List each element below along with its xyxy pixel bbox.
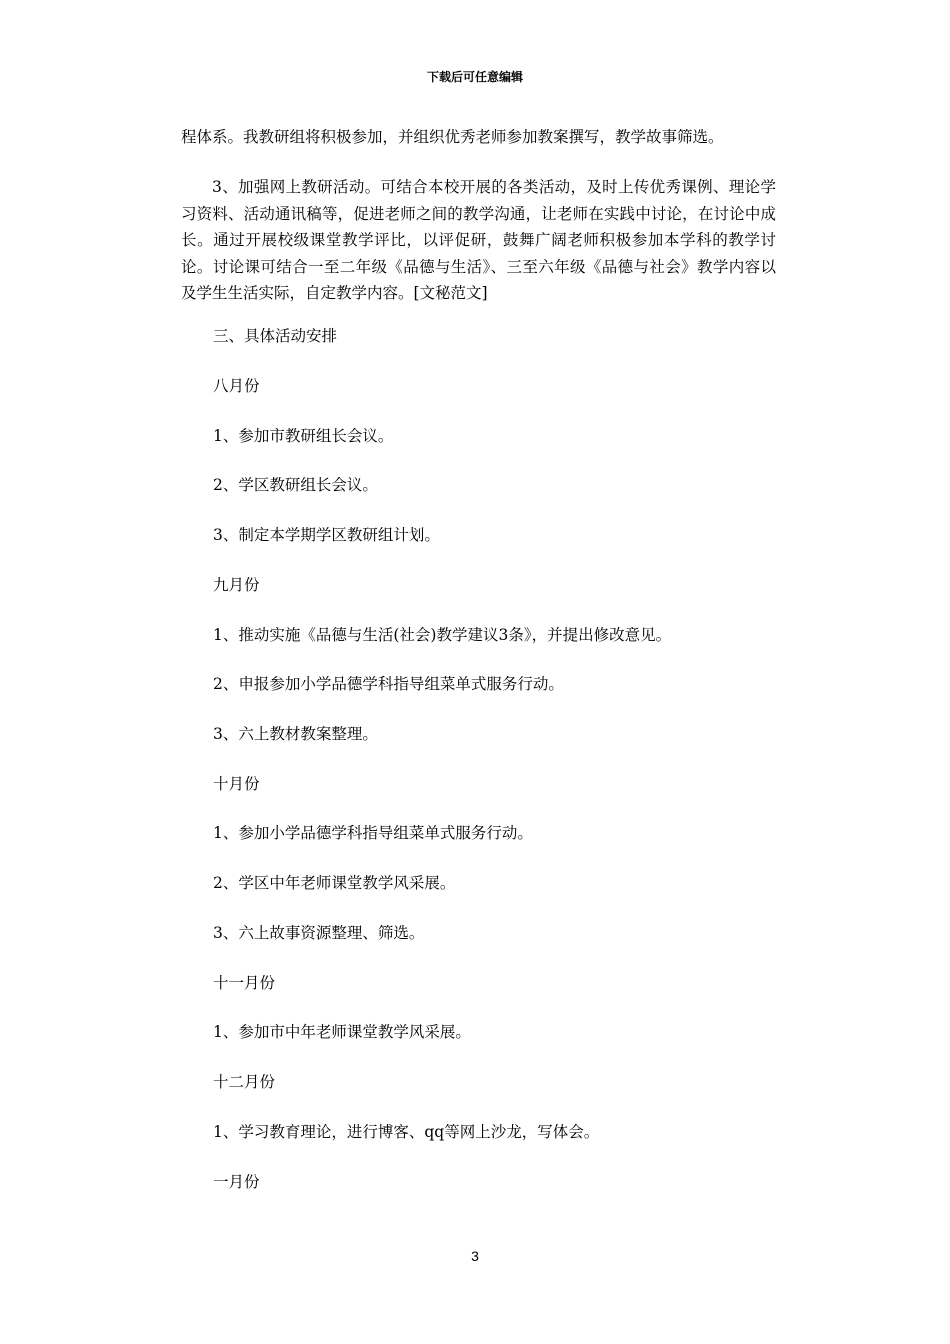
month-heading-october: 十月份	[213, 775, 260, 793]
list-item: 3、六上教材教案整理。	[213, 725, 378, 743]
paragraph-continuation: 程体系。我教研组将积极参加，并组织优秀老师参加教案撰写，教学故事筛选。	[181, 128, 724, 146]
month-heading-january: 一月份	[213, 1173, 260, 1191]
page-number: 3	[471, 1248, 479, 1264]
month-heading-august: 八月份	[213, 377, 260, 395]
month-heading-november: 十一月份	[213, 974, 276, 992]
list-item: 1、参加市中年老师课堂教学风采展。	[213, 1023, 471, 1041]
list-item: 2、学区中年老师课堂教学风采展。	[213, 874, 456, 892]
list-item: 2、申报参加小学品德学科指导组菜单式服务行动。	[213, 675, 564, 693]
paragraph-item-3: 3、加强网上教研活动。可结合本校开展的各类活动，及时上传优秀课例、理论学习资料、活动通讯稿等，促进老师之间的教学沟通，让老师在实践中讨论，在讨论中成长。通过开展校级课堂教学评比，以评促研，鼓舞广阔老师积极参加本学科的教学讨论。讨论课可结合一至二年级《品德与生活》、三至六年级《品德与社会》教学内容以及学生生活实际，自定教学内容。[文秘范文]	[181, 178, 776, 302]
list-item: 3、制定本学期学区教研组计划。	[213, 526, 440, 544]
list-item: 1、参加小学品德学科指导组菜单式服务行动。	[213, 824, 533, 842]
list-item: 1、推动实施《品德与生活(社会)教学建议3条》，并提出修改意见。	[213, 626, 672, 644]
list-item: 3、六上故事资源整理、筛选。	[213, 924, 425, 942]
section-title: 三、具体活动安排	[213, 327, 338, 345]
list-item: 1、学习教育理论，进行博客、qq等网上沙龙，写体会。	[213, 1123, 600, 1141]
month-heading-september: 九月份	[213, 576, 260, 594]
month-heading-december: 十二月份	[213, 1073, 276, 1091]
list-item: 2、学区教研组长会议。	[213, 476, 378, 494]
page-header: 下载后可任意编辑	[426, 70, 523, 84]
list-item: 1、参加市教研组长会议。	[213, 427, 394, 445]
